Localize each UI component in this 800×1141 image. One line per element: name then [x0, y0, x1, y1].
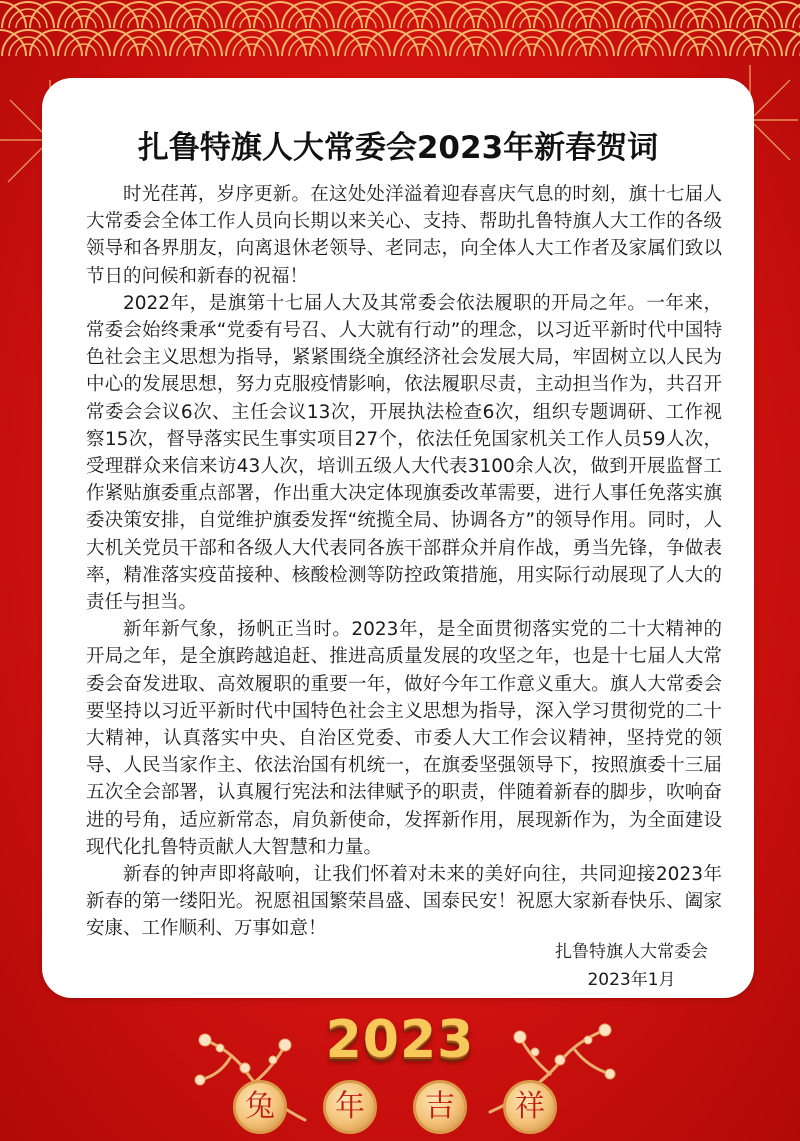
wave-pattern-band [0, 0, 800, 70]
year-badge: 2023 [325, 1010, 475, 1070]
paragraph-4: 新春的钟声即将敲响，让我们怀着对未来的美好向往，共同迎接2023年新春的第一缕阳光。祝愿祖国繁荣昌盛、国泰民安！祝愿大家新春快乐、阖家安康、工作顺利、万事如意！ [86, 864, 722, 940]
blessing-char-1: 兔 [233, 1080, 287, 1134]
signoff-org: 扎鲁特旗人大常委会 [555, 942, 708, 962]
greeting-card [42, 78, 754, 998]
paragraph-3: 新年新气象，扬帆正当时。2023年，是全面贯彻落实党的二十大精神的开局之年，是全旗跨越追赶、推进高质量发展的攻坚之年，也是十七届人大常委会奋发进取、高效履职的重要一年，做好今年工作意义重大。旗人大常委会要坚持以习近平新时代中国特色社会主义思想为指导，深入学习贯彻党的二十大精神，认真落实中央、自治区党委、市委人大工作会议精神，坚持党的领导、人民当家作主、依法治国有机统一，在旗委坚强领导下，按照旗委十三届五次全会部署，认真履行宪法和法律赋予的职责，伴随着新春的脚步，吹响奋进的号角，适应新常态，肩负新使命，发挥新作用，展现新作为，为全面建设现代化扎鲁特贡献人大智慧和力量。 [86, 619, 722, 858]
signoff [555, 938, 708, 994]
blessing-row [0, 1080, 800, 1140]
page-title: 扎鲁特旗人大常委会2023年新春贺词 [137, 130, 659, 166]
blessing-char-2: 年 [323, 1080, 377, 1134]
signoff-date: 2023年1月 [587, 970, 676, 990]
blessing-char-4: 祥 [503, 1080, 557, 1134]
greeting-body [86, 181, 722, 943]
blessing-char-3: 吉 [413, 1080, 467, 1134]
paragraph-1: 时光荏苒，岁序更新。在这处处洋溢着迎春喜庆气息的时刻，旗十七届人大常委会全体工作人员向长期以来关心、支持、帮助扎鲁特旗人大工作的各级领导和各界朋友，向离退休老领导、老同志，向全体人大工作者及家属们致以节日的问候和新春的祝福！ [86, 184, 722, 287]
paragraph-2: 2022年，是旗第十七届人大及其常委会依法履职的开局之年。一年来，常委会始终秉承“党委有号召、人大就有行动”的理念，以习近平新时代中国特色社会主义思想为指导，紧紧围绕全旗经济社会发展大局，牢固树立以人民为中心的发展思想，努力克服疫情影响，依法履职尽责，主动担当作为，共召开常委会会议6次、主任会议13次，开展执法检查6次，组织专题调研、工作视察15次，督导落实民生事实项目27个，依法任免国家机关工作人员59人次，受理群众来信来访43人次，培训五级人大代表3100余人次，做到开展监督工作紧贴旗委重点部署，作出重大决定体现旗委改革需要，进行人事任免落实旗委决策安排，自觉维护旗委发挥“统揽全局、协调各方”的领导作用。同时，人大机关党员干部和各级人大代表同各族干部群众并肩作战，勇当先锋，争做表率，精准落实疫苗接种、核酸检测等防控政策措施，用实际行动展现了人大的责任与担当。 [86, 292, 722, 614]
